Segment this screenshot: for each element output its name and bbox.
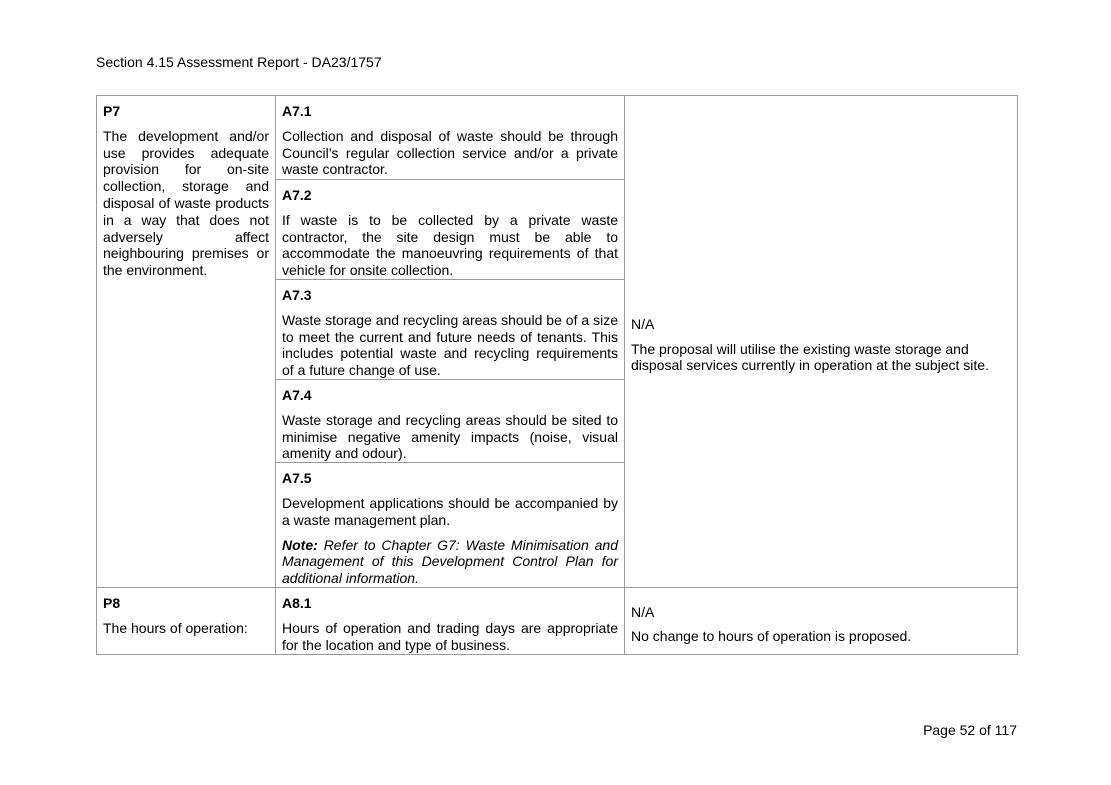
control-code: A7.2 — [282, 187, 312, 203]
report-header: Section 4.15 Assessment Report - DA23/1757 — [96, 54, 382, 70]
compliance-table — [96, 95, 1018, 655]
control-text: Collection and disposal of waste should be through Council’s regular collection service and/or a private waste contractor. — [282, 127, 618, 178]
table-row — [97, 96, 1018, 180]
control-cell — [276, 96, 625, 180]
assessment-comment: No change to hours of operation is proposed. — [631, 628, 912, 645]
assessment-cell — [625, 96, 1018, 588]
performance-criteria-cell — [97, 96, 276, 588]
control-code: A7.1 — [282, 103, 312, 119]
criteria-code: P7 — [103, 103, 121, 119]
control-code: A8.1 — [282, 595, 312, 612]
page-number: Page 52 of 117 — [923, 722, 1017, 738]
control-text: Waste storage and recycling areas should be sited to minimise negative amenity impacts (noise, visual amenity and odour). — [282, 411, 618, 462]
table-row — [97, 588, 1018, 654]
criteria-text: The hours of operation: — [103, 619, 248, 636]
control-cell — [276, 380, 625, 463]
control-code: A7.5 — [282, 470, 312, 487]
control-note — [282, 537, 618, 587]
control-text: If waste is to be collected by a private waste contractor, the site design must be able to accommodate the manoeuvring requirements of that vehicle for onsite collection. — [282, 211, 618, 279]
compliance-status: N/A — [631, 603, 655, 620]
control-text: Hours of operation and trading days are appropriate for the location and type of business. — [282, 619, 618, 653]
compliance-status: N/A — [631, 315, 655, 332]
control-code: A7.4 — [282, 387, 312, 403]
control-cell — [276, 180, 625, 280]
control-text: Development applications should be accompanied by a waste management plan. — [282, 494, 618, 528]
criteria-code: P8 — [103, 595, 121, 612]
control-code: A7.3 — [282, 287, 312, 303]
performance-criteria-cell — [97, 588, 276, 654]
control-cell — [276, 463, 625, 588]
assessment-comment: The proposal will utilise the existing waste storage and disposal services currently in operation at the subject site. — [631, 340, 989, 374]
control-text: Waste storage and recycling areas should be of a size to meet the current and future needs of tenants. This includes potential waste and recycling requirements of a future change of use. — [282, 311, 618, 379]
criteria-text: The development and/or use provides adequate provision for on-site collection, storage and disposal of waste products in a way that does not adversely affect neighbouring premises or the environment. — [103, 127, 269, 279]
control-cell — [276, 280, 625, 380]
note-label: Note: — [282, 536, 318, 553]
note-text: Refer to Chapter G7: Waste Minimisation and Management of this Development Control Plan for additional information. — [282, 536, 618, 587]
control-cell — [276, 588, 625, 654]
assessment-cell — [625, 588, 1018, 654]
